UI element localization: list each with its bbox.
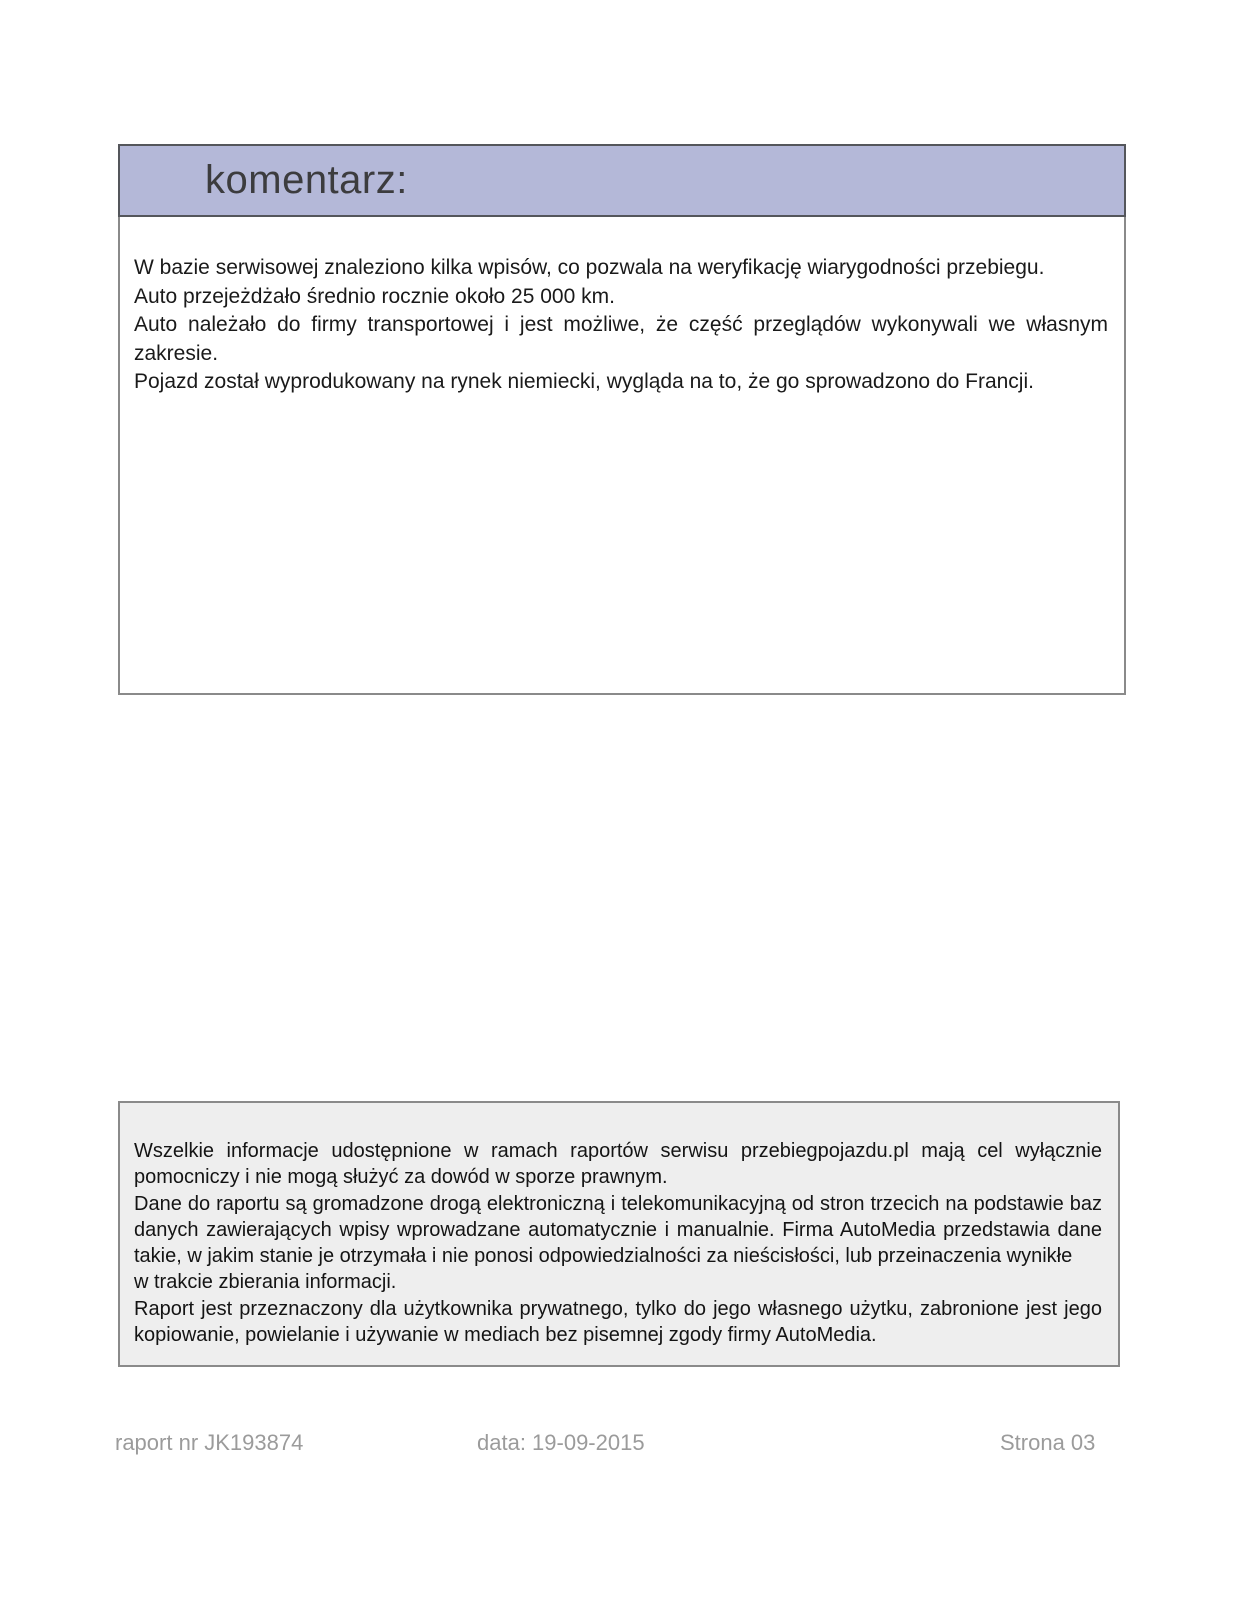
comment-paragraph: Pojazd został wyprodukowany na rynek niemiecki, wygląda na to, że go sprowadzono do Francji. [134,370,1034,393]
disclaimer-paragraph: Wszelkie informacje udostępnione w ramach raportów serwisu przebiegpojazdu.pl mają cel wyłącznie pomocniczy i nie mogą służyć za dowód w sporze prawnym. [134,1140,1102,1189]
disclaimer-paragraph: Raport jest przeznaczony dla użytkownika prywatnego, tylko do jego własnego użytku, zabronione jest jego kopiowanie, powielanie i używanie w mediach bez pisemnej zgody firmy AutoMedia. [134,1297,1102,1347]
footer-page-number: Strona 03 [1000,1430,1096,1455]
footer-report-number: raport nr JK193874 [115,1430,304,1455]
comment-section-header [118,144,1126,217]
comment-paragraph: Auto należało do firmy transportowej i jest możliwe, że część przeglądów wykonywali we własnym zakresie. [134,313,1108,365]
comment-text-box [118,215,1126,695]
comment-paragraph: W bazie serwisowej znaleziono kilka wpisów, co pozwala na weryfikację wiarygodności przebiegu. [134,256,1045,279]
comment-paragraph: Auto przejeżdżało średnio rocznie około 25 000 km. [134,284,615,308]
footer-date: data: 19-09-2015 [477,1430,645,1455]
comment-section-title: komentarz: [205,158,408,202]
disclaimer-box [118,1101,1120,1367]
disclaimer-paragraph: Dane do raportu są gromadzone drogą elektroniczną i telekomunikacyjną od stron trzecich na podstawie baz danych zawierających wpisy wprowadzane automatycznie i manualnie. Firma AutoMedia przedstawia dane takie, w jakim stanie je otrzymała i nie ponosi odpowiedzialności za nieścisłości, lub przeinaczenia wynikłe [134,1192,1102,1268]
disclaimer-paragraph: w trakcie zbierania informacji. [134,1271,397,1294]
